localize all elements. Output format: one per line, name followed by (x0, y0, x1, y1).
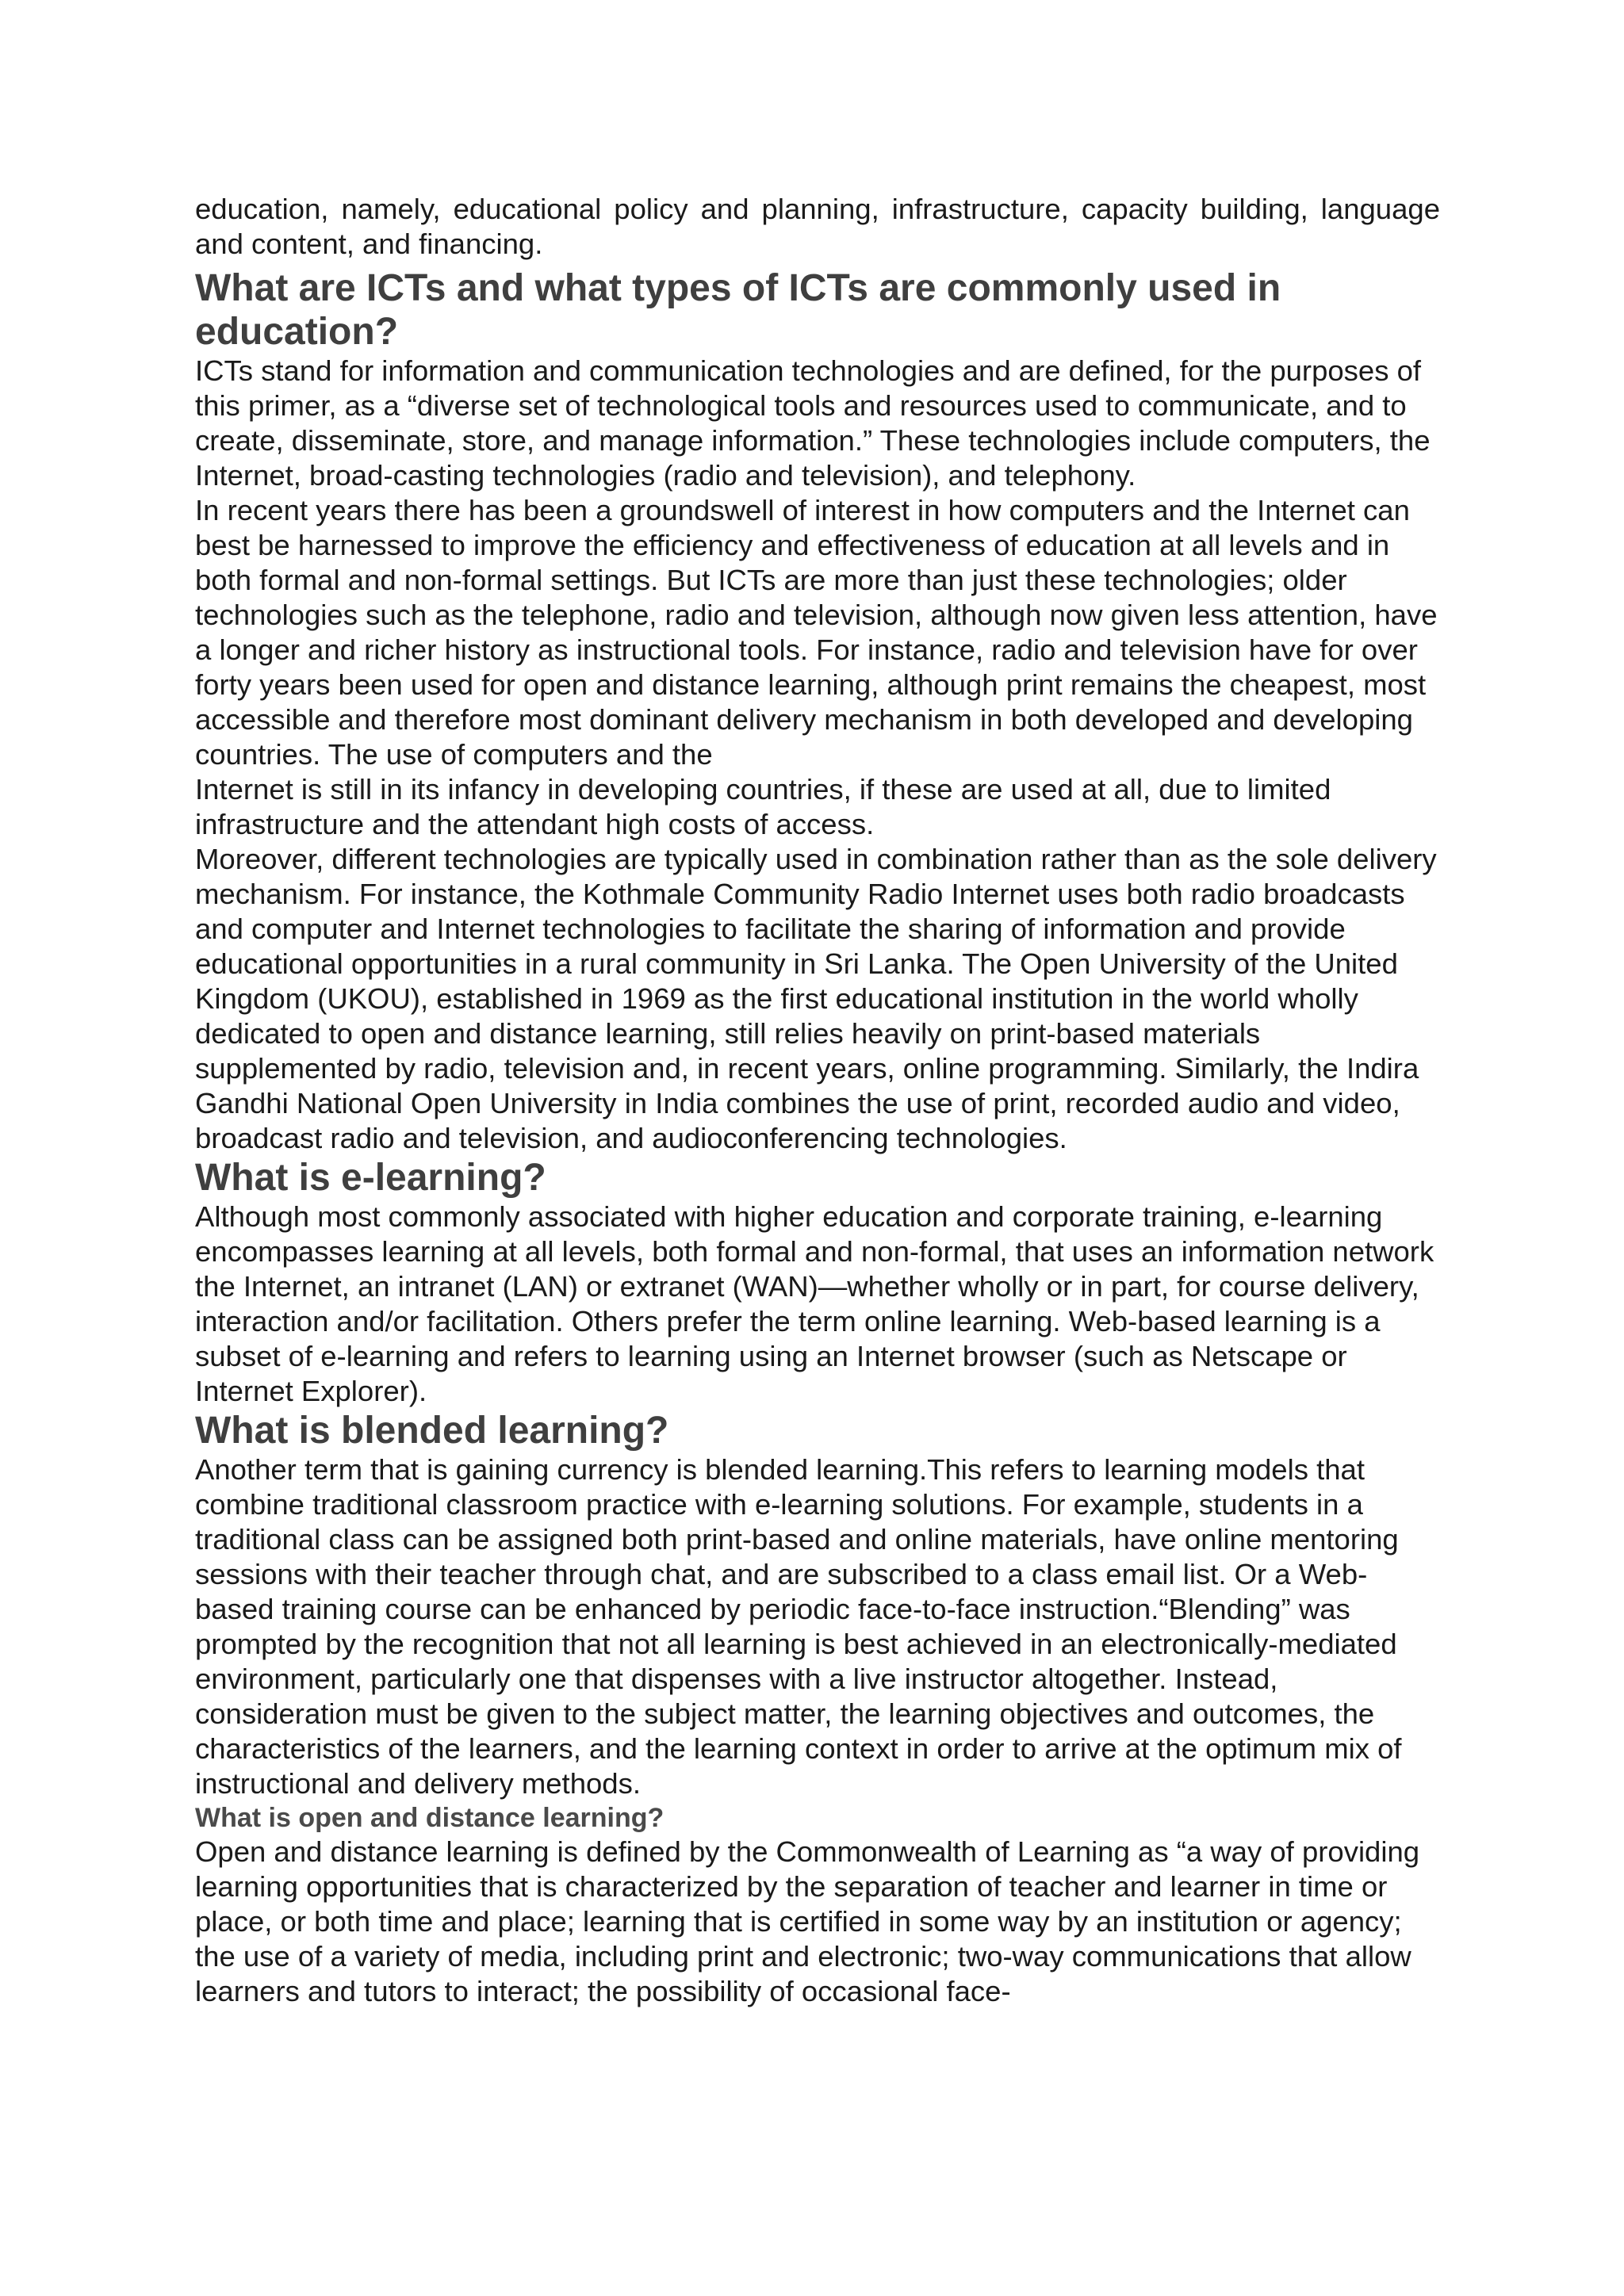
icts-paragraph-1: ICTs stand for information and communication technologies and are defined, for the purposes of this primer, as a “diverse set of technological tools and resources used to communicate, and to create, disseminate, store, and manage information.” These technologies include computers, the Internet, broad-casting technologies (radio and television), and telephony. (195, 354, 1431, 492)
open-distance-learning-paragraph: Open and distance learning is defined by the Commonwealth of Learning as “a way of providing learning opportunities that is characterized by the separation of teacher and learner in time or place, or both time and place; learning that is certified in some way by an institution or agency; the use of a variety of media, including print and electronic; two-way communications that allow learners and tutors to interact; the possibility of occasional face- (195, 1835, 1420, 2007)
blended-learning-paragraph: Another term that is gaining currency is blended learning.This refers to learning models that combine traditional classroom practice with e-learning solutions. For example, students in a traditional class can be assigned both print-based and online materials, have online mentoring sessions with their teacher through chat, and are subscribed to a class email list. Or a Web-based training course can be enhanced by periodic face-to-face instruction.“Blending” was prompted by the recognition that not all learning is best achieved in an electronically-mediated environment, particularly one that dispenses with a live instructor altogether. Instead, consideration must be given to the subject matter, the learning objectives and outcomes, the characteristics of the learners, and the learning context in order to arrive at the optimum mix of instructional and delivery methods. (195, 1453, 1402, 1800)
document-page (195, 192, 1440, 2009)
heading-icts: What are ICTs and what types of ICTs are commonly used in education? (195, 267, 1281, 353)
icts-paragraph-4: Moreover, different technologies are typically used in combination rather than as the sole delivery mechanism. For instance, the Kothmale Community Radio Internet uses both radio broadcasts and computer and Internet technologies to facilitate the sharing of information and provide educational opportunities in a rural community in Sri Lanka. The Open University of the United Kingdom (UKOU), established in 1969 as the first educational institution in the world wholly dedicated to open and distance learning, still relies heavily on print-based materials supplemented by radio, television and, in recent years, online programming. Similarly, the Indira Gandhi National Open University in India combines the use of print, recorded audio and video, broadcast radio and television, and audioconferencing technologies. (195, 843, 1437, 1154)
intro-paragraph: education, namely, educational policy and planning, infrastructure, capacity building, language and content, and financing. (195, 193, 1440, 260)
e-learning-paragraph: Although most commonly associated with higher education and corporate training, e-learning encompasses learning at all levels, both formal and non-formal, that uses an information network the Internet, an intranet (LAN) or extranet (WAN)—whether wholly or in part, for course delivery, interaction and/or facilitation. Others prefer the term online learning. Web-based learning is a subset of e-learning and refers to learning using an Internet browser (such as Netscape or Internet Explorer). (195, 1200, 1434, 1407)
icts-paragraph-3: Internet is still in its infancy in developing countries, if these are used at all, due to limited infrastructure and the attendant high costs of access. (195, 773, 1331, 840)
heading-blended-learning: What is blended learning? (195, 1410, 669, 1452)
icts-paragraph-2: In recent years there has been a groundswell of interest in how computers and the Internet can best be harnessed to improve the efficiency and effectiveness of education at all levels and in both formal and non-formal settings. But ICTs are more than just these technologies; older technologies such as the telephone, radio and television, although now given less attention, have a longer and richer history as instructional tools. For instance, radio and television have for over forty years been used for open and distance learning, although print remains the cheapest, most accessible and therefore most dominant delivery mechanism in both developed and developing countries. The use of computers and the (195, 494, 1438, 771)
heading-e-learning: What is e-learning? (195, 1157, 546, 1199)
heading-open-distance-learning: What is open and distance learning? (195, 1803, 665, 1833)
